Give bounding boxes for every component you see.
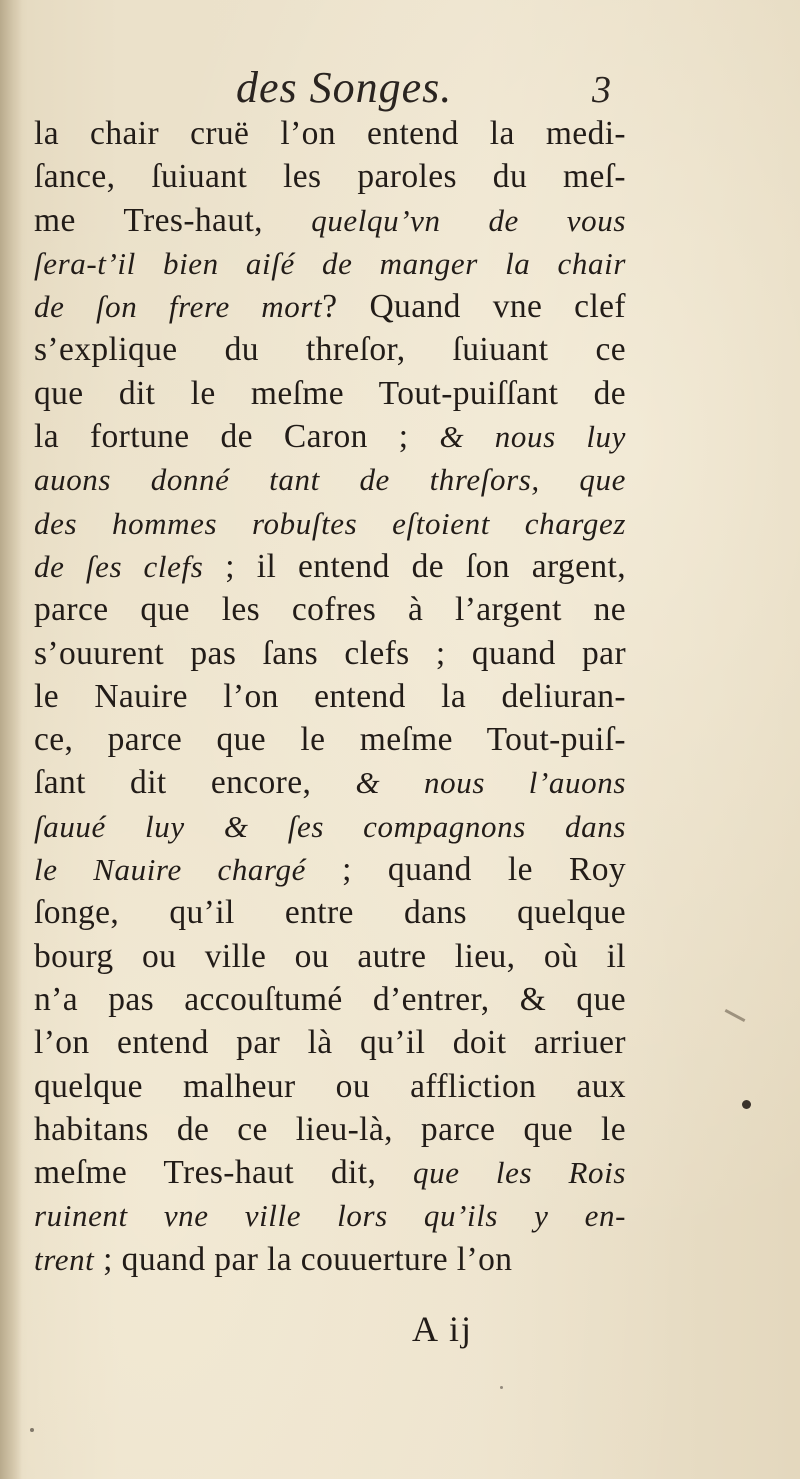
text-segment: la fortune de Caron ;: [34, 418, 440, 456]
text-line: [34, 285, 626, 328]
text-line: [34, 675, 626, 718]
italic-segment: trent: [34, 1241, 95, 1277]
page-number: 3: [592, 69, 611, 111]
text-segment: ; quand le Roy: [306, 851, 626, 889]
page-header: [0, 60, 800, 120]
text-segment: s’ouurent pas ſans clefs ; quand par: [34, 634, 626, 672]
text-segment: quelque malheur ou affliction aux: [34, 1067, 626, 1105]
text-segment: ; il entend de ſon argent,: [203, 547, 626, 585]
text-segment: la chair cruë l’on entend la medi-: [34, 115, 626, 152]
text-line: [34, 1151, 626, 1194]
text-line: [34, 458, 626, 501]
text-segment: ; quand par la couuerture l’on: [94, 1240, 513, 1278]
text-line: [34, 199, 626, 242]
page-binding-shadow: [0, 0, 22, 1479]
italic-segment: & nous luy: [439, 419, 626, 455]
italic-segment: ruinent vne ville lors qu’ils y en-: [34, 1198, 626, 1234]
italic-segment: quelqu’vn de vous: [311, 202, 626, 238]
text-line: [34, 1021, 626, 1064]
text-line: [34, 718, 626, 761]
text-line: [34, 935, 626, 978]
text-line: [34, 328, 626, 371]
italic-segment: le Nauire chargé: [34, 852, 307, 888]
text-segment: le Nauire l’on entend la deliuran-: [34, 677, 626, 715]
text-segment: s’explique du threſor, ſuiuant ce: [34, 331, 626, 369]
paper-mark: [725, 1009, 746, 1022]
signature-mark: A ij: [412, 1309, 474, 1349]
text-segment: habitans de ce lieu-là, parce que le: [34, 1110, 626, 1148]
running-title: des Songes.: [236, 63, 453, 112]
text-segment: ſance, ſuiuant les paroles du meſ-: [34, 158, 626, 196]
body-text: [34, 112, 626, 1281]
text-segment: me Tres-haut,: [34, 201, 312, 239]
text-line: [34, 761, 626, 804]
text-line: [34, 155, 626, 198]
text-segment: l’on entend par là qu’il doit arriuer: [34, 1024, 626, 1062]
text-line: [34, 805, 626, 848]
italic-segment: des hommes robuſtes eſtoient chargez: [34, 505, 626, 541]
italic-segment: ſauué luy & ſes compagnons dans: [34, 808, 626, 844]
text-line: [34, 112, 626, 155]
paper-speck: [742, 1100, 751, 1109]
text-line: [34, 1108, 626, 1151]
text-segment: n’a pas accouſtumé d’entrer, & que: [34, 980, 626, 1018]
text-line: [34, 891, 626, 934]
italic-segment: ſera-t’il bien aiſé de manger la chair: [34, 245, 626, 281]
text-line: [34, 1238, 626, 1281]
text-line: [34, 978, 626, 1021]
text-line: [34, 372, 626, 415]
italic-segment: auons donné tant de threſors, que: [34, 462, 626, 498]
text-segment: ce, parce que le meſme Tout-puiſ-: [34, 721, 626, 759]
text-line: [34, 588, 626, 631]
text-line: [34, 632, 626, 675]
text-segment: parce que les cofres à l’argent ne: [34, 591, 626, 629]
text-line: [34, 1065, 626, 1108]
text-line: [34, 545, 626, 588]
italic-segment: & nous l’auons: [355, 765, 626, 801]
text-segment: ſant dit encore,: [34, 764, 356, 802]
paper-speck: [500, 1386, 503, 1389]
italic-segment: de ſes clefs: [34, 548, 204, 584]
text-line: [34, 848, 626, 891]
text-line: [34, 415, 626, 458]
text-segment: bourg ou ville ou autre lieu, où il: [34, 937, 626, 975]
text-segment: ſonge, qu’il entre dans quelque: [34, 894, 626, 932]
italic-segment: que les Rois: [413, 1155, 627, 1191]
italic-segment: de ſon frere mort: [34, 289, 323, 325]
text-segment: que dit le meſme Tout-puiſſant de: [34, 374, 626, 412]
text-line: [34, 1194, 626, 1237]
text-segment: meſme Tres-haut dit,: [34, 1154, 413, 1192]
text-line: [34, 502, 626, 545]
paper-speck: [30, 1428, 34, 1432]
text-line: [34, 242, 626, 285]
text-segment: ? Quand vne clef: [322, 288, 626, 326]
